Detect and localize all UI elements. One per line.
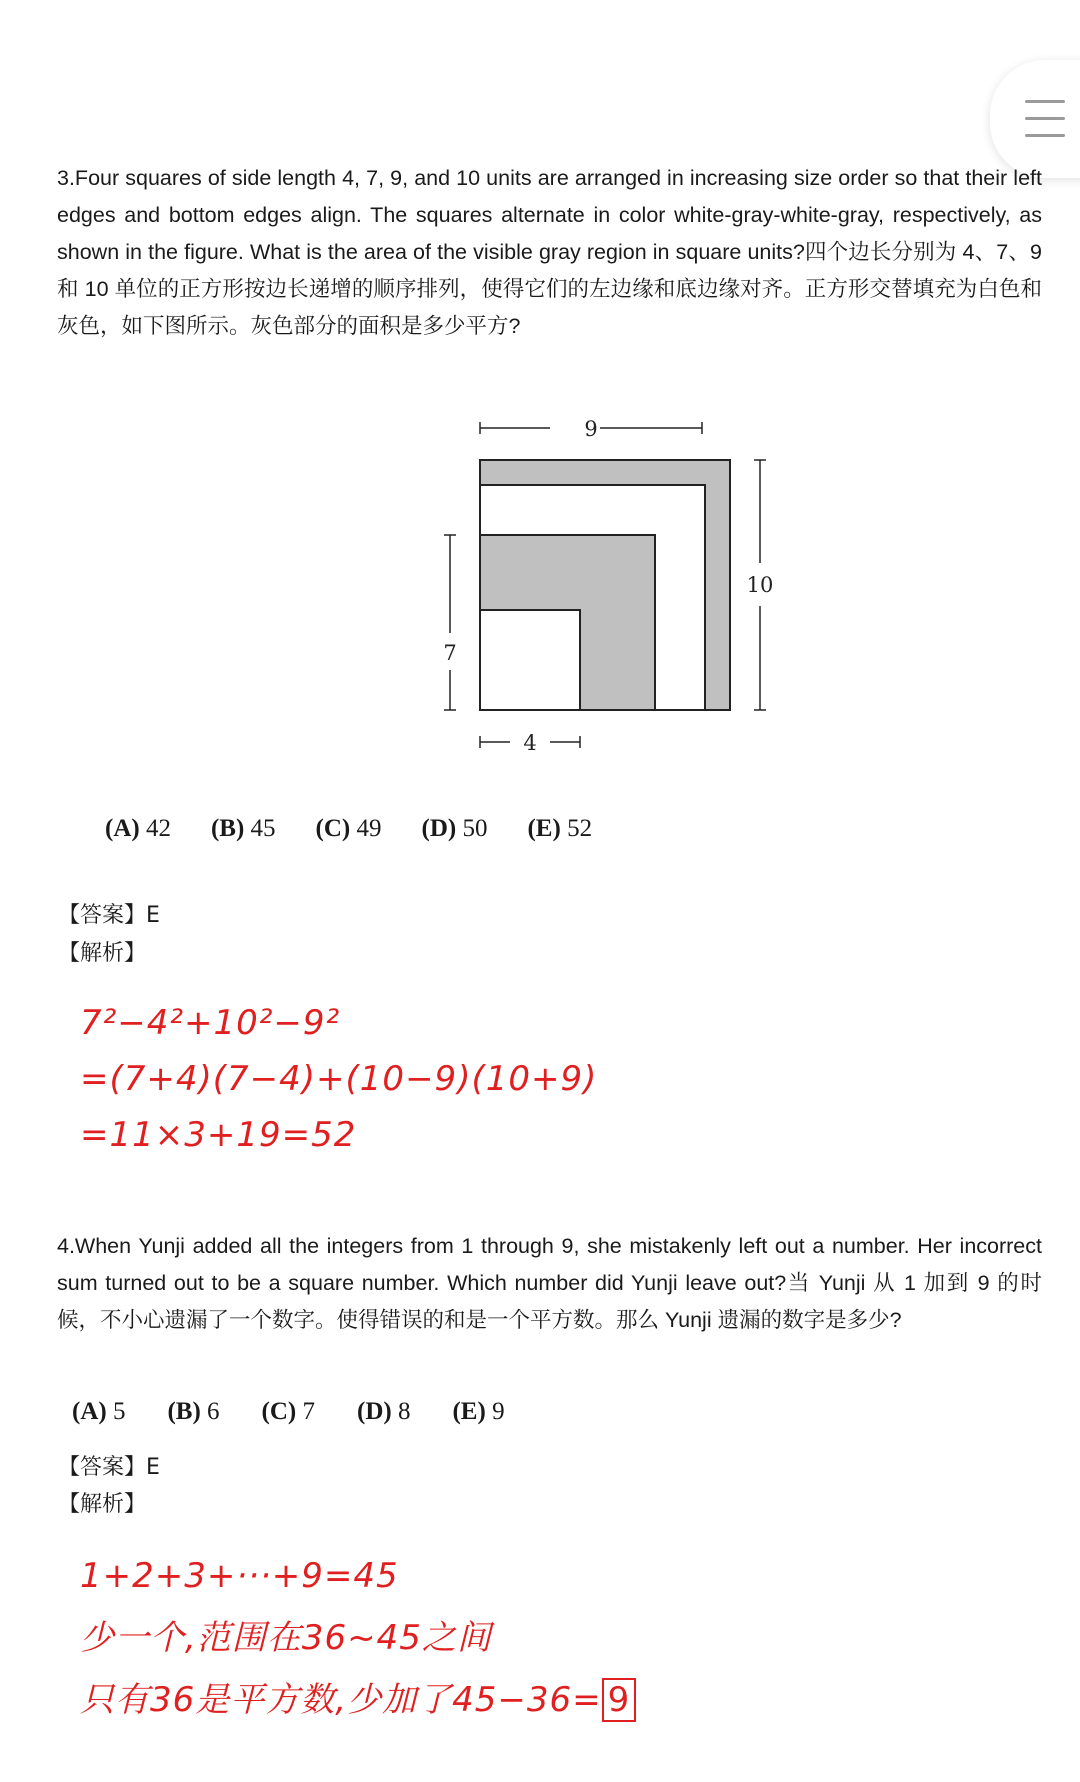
analysis-label-q3: 【解析】: [58, 941, 147, 966]
choice-b[interactable]: (B) 45: [210, 815, 276, 842]
square-4: [480, 610, 580, 710]
boxed-answer: 9: [602, 1678, 637, 1722]
work-line: =(7+4)(7−4)+(10−9)(10+9): [80, 1059, 598, 1099]
choice-a[interactable]: (A) 5: [72, 1398, 126, 1425]
label-7: 7: [443, 641, 457, 665]
work-line: =11×3+19=52: [80, 1115, 357, 1155]
choice-e[interactable]: (E) 52: [527, 815, 593, 842]
choice-c[interactable]: (C) 7: [261, 1398, 316, 1425]
work-line: 1+2+3+···+9=45: [80, 1556, 399, 1596]
answer-line-q3: 【答案】E: [58, 903, 160, 928]
choice-e[interactable]: (E) 9: [452, 1398, 505, 1425]
choice-c[interactable]: (C) 49: [315, 815, 382, 842]
work-line: 7²−4²+10²−9²: [80, 1003, 341, 1043]
hamburger-menu-icon: [1025, 100, 1065, 103]
choice-d[interactable]: (D) 50: [421, 815, 488, 842]
label-10: 10: [746, 573, 774, 597]
label-4: 4: [523, 731, 537, 755]
dimension-left: [444, 535, 456, 710]
analysis-label-q4: 【解析】: [58, 1492, 147, 1517]
handwritten-work-q3: [80, 995, 597, 1163]
handwritten-work-q4: [80, 1545, 636, 1731]
squares-figure: [440, 408, 800, 768]
answer-line-q4: 【答案】E: [58, 1455, 160, 1480]
question-4-choices: [72, 1398, 505, 1426]
question-3-choices: [105, 815, 592, 843]
work-line: 只有36是平方数,少加了45−36= 9: [80, 1669, 636, 1731]
choice-b[interactable]: (B) 6: [167, 1398, 220, 1425]
choice-a[interactable]: (A) 42: [105, 815, 171, 842]
question-3-text: 3.Four squares of side length 4, 7, 9, and 10 units are arranged in increasing size order so that their left edges and bottom edges align. The squares alternate in color white-gray-white-gray, respectively, as shown in the figure. What is the area of the visible gray region in square units?四个边长分别为 4、7、9 和 10 单位的正方形按边长递增的顺序排列，使得它们的左边缘和底边缘对齐。正方形交替填充为白色和灰色，如下图所示。灰色部分的面积是多少平方?: [57, 166, 1042, 338]
work-line: 少一个,范围在36~45之间: [80, 1618, 492, 1658]
choice-d[interactable]: (D) 8: [357, 1398, 411, 1425]
question-4-text: 4.When Yunji added all the integers from 1 through 9, she mistakenly left out a number. Her incorrect sum turned out to be a square number. Which number did Yunji leave out?当 Yunji 从 1 加到 9 的时候，不小心遗漏了一个数字。使得错误的和是一个平方数。那么 Yunji 遗漏的数字是多少?: [57, 1234, 1042, 1332]
label-9: 9: [584, 417, 598, 441]
